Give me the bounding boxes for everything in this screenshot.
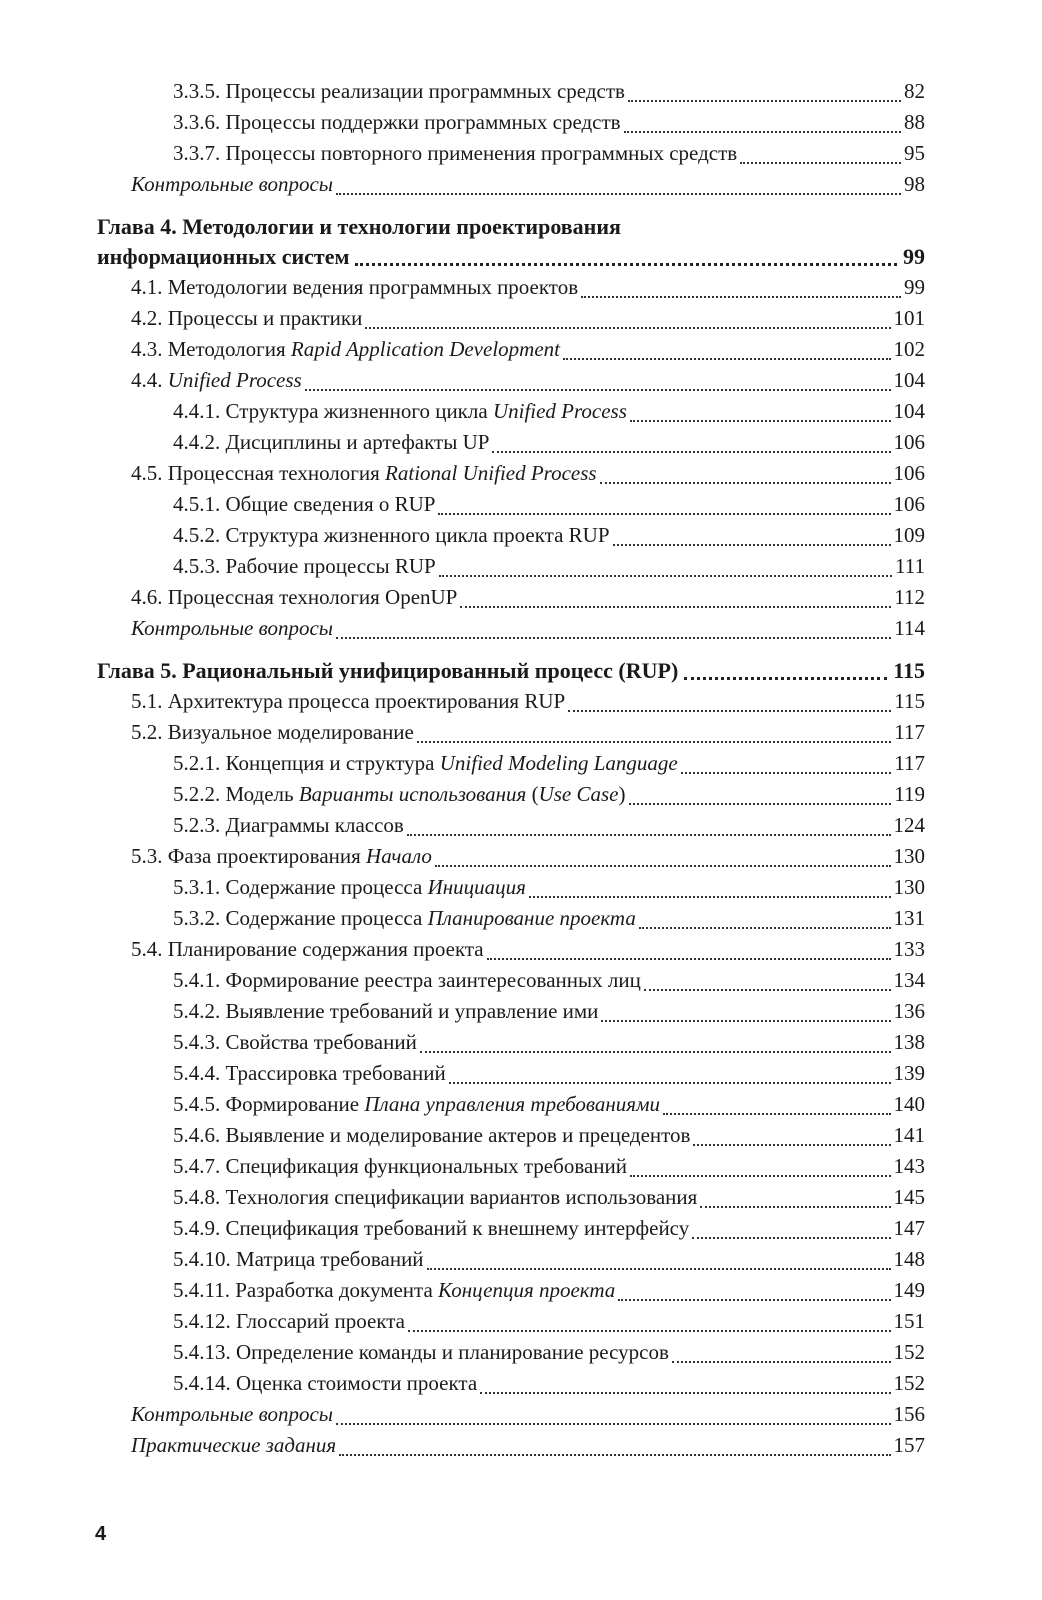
toc-entry [97,520,925,551]
toc-entry-title-text: 5.2.2. Модель [173,782,299,806]
dot-leader [624,130,901,133]
dot-leader [693,1143,890,1146]
toc-entry-title [131,582,457,613]
toc-entry-page: 106 [893,461,925,485]
toc-entry-title-text: 5.4.12. Глоссарий проекта [173,1309,406,1333]
toc-entry-page: 151 [893,1309,925,1333]
dot-leader [417,740,891,743]
toc-entry-title [173,76,625,107]
toc-entry-page: 130 [893,844,925,868]
toc-entry [97,1275,925,1306]
dot-leader [487,957,891,960]
toc-entry [97,1368,925,1399]
dot-leader [630,419,891,422]
toc-entry-title [173,1244,424,1275]
toc-entry [97,717,925,748]
toc-entry-title-text: 5.2.1. Концепция и структура [173,751,440,775]
toc-entry-page: 147 [893,1216,925,1240]
toc-entry [97,1027,925,1058]
chapter-4-title-line1: Глава 4. Методологии и технологии проектирования [97,214,621,239]
toc-entry-page: 148 [893,1247,925,1271]
toc-entry-title-italic: Плана управления требованиями [364,1092,660,1116]
toc-entry-page: 102 [893,337,925,361]
toc-entry-title [131,334,560,365]
toc-entry-page: 145 [893,1185,925,1209]
toc-entry [97,334,925,365]
toc-entry-title [131,717,414,748]
dot-leader [336,1422,890,1425]
toc-entry-title-text: 5.3. Фаза проектирования [131,844,367,868]
dot-leader [408,1329,890,1332]
toc-entry [97,779,925,810]
dot-leader [529,895,891,898]
toc-entry-title-text: 4.5.2. Структура жизненного цикла проекта RUP [173,523,610,547]
toc-entry-title [131,686,565,717]
toc-entry-title-text: Контрольные вопросы [131,1402,334,1426]
toc-entry-title-text: 4.5.1. Общие сведения о RUP [173,492,436,516]
toc-entry-title [173,1151,627,1182]
toc-entry-title [173,748,678,779]
toc-entry [97,686,925,717]
toc-entry-title [173,903,636,934]
toc-entry-title-text: 4.1. Методологии ведения программных проектов [131,275,579,299]
toc-entry-title-text: 4.3. Методология [131,337,291,361]
toc-entry-title-text: 5.4.11. Разработка документа [173,1278,439,1302]
dot-leader [700,1205,890,1208]
toc-entry-title-text: ( [526,782,539,806]
toc-entry-page: 138 [893,1030,925,1054]
toc-entry-page: 106 [893,492,925,516]
toc-entry [97,169,925,200]
toc-entry-title [173,1337,669,1368]
toc-entry-title-text: 3.3.5. Процессы реализации программных средств [173,79,625,103]
dot-leader [407,833,891,836]
toc-entry-title [173,1213,689,1244]
dot-leader [684,676,887,680]
toc-entry-page: 141 [893,1123,925,1147]
toc-entry [97,996,925,1027]
toc-entry-page: 88 [904,110,925,134]
toc-entry-title-italic: Unified Modeling Language [439,751,678,775]
toc-entry [97,1151,925,1182]
dot-leader [435,864,891,867]
toc-entry-title [173,1089,660,1120]
toc-entry [97,427,925,458]
toc-entry-title-text: 5.4.8. Технология спецификации вариантов использования [173,1185,698,1209]
dot-leader [581,295,901,298]
toc-entry-title-text: 5.4.14. Оценка стоимости проекта [173,1371,478,1395]
toc-entry-title [173,965,641,996]
toc-section-chapter4 [97,272,925,644]
toc-entry-page: 130 [893,875,925,899]
toc-entry [97,1213,925,1244]
toc-entry-title-text: 5.4.4. Трассировка требований [173,1061,446,1085]
toc-entry [97,1306,925,1337]
toc-entry-title [131,934,484,965]
dot-leader [630,1174,891,1177]
chapter-5-title: Глава 5. Рациональный унифицированный процесс (RUP) [97,658,679,683]
toc-entry-title [131,841,432,872]
toc-entry [97,551,925,582]
toc-entry-title-italic: Начало [366,844,432,868]
toc-entry-page: 139 [893,1061,925,1085]
toc-entry-page: 117 [894,720,925,744]
dot-leader [613,543,891,546]
toc-entry [97,934,925,965]
toc-entry [97,748,925,779]
dot-leader [339,1453,890,1456]
dot-leader [365,326,890,329]
toc-entry-title-italic: Концепция проекта [438,1278,616,1302]
toc-entry-page: 119 [894,782,925,806]
toc-entry-title [131,458,597,489]
toc-entry-title-text: 4.2. Процессы и практики [131,306,363,330]
toc-section-chapter5 [97,686,925,1461]
page-number: 4 [95,1523,107,1545]
toc-entry-title-text: 4.4.1. Структура жизненного цикла [173,399,493,423]
dot-leader [305,388,891,391]
toc-entry-title-text: 4.6. Процессная технология OpenUP [131,585,458,609]
dot-leader [629,802,892,805]
toc-entry [97,365,925,396]
toc-entry-title-italic: Use Case [538,782,619,806]
toc-entry-page: 131 [893,906,925,930]
toc-entry-title-text: 5.2. Визуальное моделирование [131,720,414,744]
toc-entry-page: 106 [893,430,925,454]
toc-entry [97,582,925,613]
dot-leader [618,1298,890,1301]
toc-entry [97,1182,925,1213]
toc-entry-page: 152 [893,1371,925,1395]
toc-entry-title [131,169,333,200]
toc-entry-page: 114 [894,616,925,640]
toc-entry-title [131,303,362,334]
toc-entry-title-italic: Инициация [427,875,526,899]
toc-entry-title [131,1430,336,1461]
dot-leader [336,192,901,195]
toc-entry-title [173,1182,697,1213]
toc-entry-title-text: Практические задания [131,1433,337,1457]
toc-entry [97,1430,925,1461]
toc-entry-title-text: 5.4.13. Определение команды и планирование ресурсов [173,1340,669,1364]
toc-entry-title [173,1368,477,1399]
toc-entry [97,458,925,489]
toc-entry-page: 101 [893,306,925,330]
chapter-5-page: 115 [893,658,925,683]
dot-leader [336,636,891,639]
toc-entry-title [173,1306,405,1337]
toc-entry-page: 104 [893,368,925,392]
toc-entry-title-text: ) [618,782,626,806]
toc-entry-title [173,1027,417,1058]
dot-leader [644,988,891,991]
toc-entry-page: 117 [894,751,925,775]
toc-entry-page: 152 [893,1340,925,1364]
toc-entry-page: 104 [893,399,925,423]
toc-entry-page: 124 [893,813,925,837]
toc-entry [97,107,925,138]
toc-entry [97,138,925,169]
toc-entry-title-text: 5.4.7. Спецификация функциональных требований [173,1154,627,1178]
toc-entry-page: 99 [904,275,925,299]
dot-leader [480,1391,890,1394]
toc-entry-page: 133 [893,937,925,961]
toc-entry-page: 140 [893,1092,925,1116]
toc-entry-title-italic: Планирование проекта [427,906,636,930]
toc-entry [97,841,925,872]
dot-leader [663,1112,891,1115]
toc-entry [97,1058,925,1089]
toc-entry-page: 149 [893,1278,925,1302]
toc-entry-page: 157 [893,1433,925,1457]
toc-entry-title-text: 5.3.2. Содержание процесса [173,906,428,930]
toc-entry-title-text: 4.5.3. Рабочие процессы RUP [173,554,436,578]
toc-entry [97,1399,925,1430]
toc-entry-title-text: 3.3.6. Процессы поддержки программных средств [173,110,621,134]
chapter-5-heading [97,656,925,686]
toc-entry-title-italic: Unified Process [492,399,627,423]
dot-leader [568,709,891,712]
toc-entry-page: 111 [895,554,925,578]
toc-entry [97,1120,925,1151]
toc-section-chapter3-tail [97,76,925,200]
toc-entry [97,272,925,303]
toc-entry-title [173,489,435,520]
dot-leader [355,262,897,266]
toc-entry-page: 134 [893,968,925,992]
dot-leader [427,1267,891,1270]
toc-entry-title [173,107,621,138]
toc-entry-page: 95 [904,141,925,165]
toc-entry-title [173,551,436,582]
table-of-contents [97,76,925,1461]
dot-leader [438,512,890,515]
toc-entry [97,396,925,427]
toc-entry [97,613,925,644]
toc-entry-title [173,1058,446,1089]
dot-leader [563,357,891,360]
toc-entry-title-italic: Unified Process [167,368,302,392]
toc-entry-page: 112 [894,585,925,609]
toc-entry-title [173,1275,615,1306]
toc-entry-title-text: 5.2.3. Диаграммы классов [173,813,404,837]
toc-entry-title-text: 5.4.9. Спецификация требований к внешнему интерфейсу [173,1216,690,1240]
toc-entry-title-text: 4.4. [131,368,168,392]
toc-entry-title [173,427,489,458]
toc-entry-page: 98 [904,172,925,196]
toc-entry-title [173,996,598,1027]
dot-leader [439,574,892,577]
toc-entry-title-italic: Rational Unified Process [385,461,597,485]
chapter-4-title-line2: информационных систем [97,244,350,269]
toc-entry-page: 143 [893,1154,925,1178]
chapter-4-page: 99 [903,244,925,269]
chapter-4-heading [97,212,925,272]
dot-leader [639,926,891,929]
toc-entry [97,489,925,520]
toc-entry [97,810,925,841]
toc-entry-page: 115 [894,689,925,713]
toc-entry-title-text: 5.4.1. Формирование реестра заинтересованных лиц [173,968,641,992]
toc-entry-title-text: 4.4.2. Дисциплины и артефакты UP [173,430,490,454]
dot-leader [600,481,891,484]
toc-entry [97,1089,925,1120]
toc-entry-title-text: 5.4.3. Свойства требований [173,1030,417,1054]
toc-entry-title [173,396,627,427]
dot-leader [681,771,892,774]
toc-entry-title-italic: Варианты использования [298,782,527,806]
toc-entry [97,872,925,903]
toc-entry-title-italic: Rapid Application Development [290,337,560,361]
toc-entry-title-text: Контрольные вопросы [131,616,334,640]
toc-entry-title [173,872,526,903]
dot-leader [449,1081,891,1084]
toc-entry-title-text: 5.4.2. Выявление требований и управление ими [173,999,599,1023]
toc-entry [97,303,925,334]
toc-entry-title-text: 5.3.1. Содержание процесса [173,875,428,899]
toc-entry-page: 82 [904,79,925,103]
toc-entry-title [131,613,333,644]
toc-entry-title-text: 5.1. Архитектура процесса проектирования RUP [131,689,566,713]
dot-leader [692,1236,890,1239]
dot-leader [628,99,901,102]
toc-entry [97,903,925,934]
toc-entry-title-text: 5.4. Планирование содержания проекта [131,937,484,961]
toc-entry-title-text: 3.3.7. Процессы повторного применения программных средств [173,141,738,165]
dot-leader [420,1050,891,1053]
chapter-4-title-line2-row [97,242,925,272]
dot-leader [460,605,891,608]
toc-entry [97,1337,925,1368]
toc-entry-title-text: 4.5. Процессная технология [131,461,386,485]
dot-leader [740,161,901,164]
dot-leader [492,450,890,453]
toc-entry-title-text: 5.4.10. Матрица требований [173,1247,424,1271]
toc-entry-title [131,272,578,303]
toc-entry-page: 109 [893,523,925,547]
toc-entry [97,965,925,996]
toc-entry-title [173,1120,690,1151]
toc-entry-page: 156 [893,1402,925,1426]
toc-entry-title-text: 5.4.5. Формирование [173,1092,365,1116]
toc-entry-title [131,365,302,396]
toc-entry-title [173,810,404,841]
dot-leader [601,1019,890,1022]
toc-entry [97,76,925,107]
toc-entry-title-text: Контрольные вопросы [131,172,334,196]
toc-entry-title [173,779,626,810]
toc-entry-title-text: 5.4.6. Выявление и моделирование актеров и прецедентов [173,1123,691,1147]
toc-entry-title [173,520,610,551]
toc-entry [97,1244,925,1275]
dot-leader [672,1360,891,1363]
toc-entry-page: 136 [893,999,925,1023]
toc-entry-title [173,138,737,169]
toc-entry-title [131,1399,333,1430]
